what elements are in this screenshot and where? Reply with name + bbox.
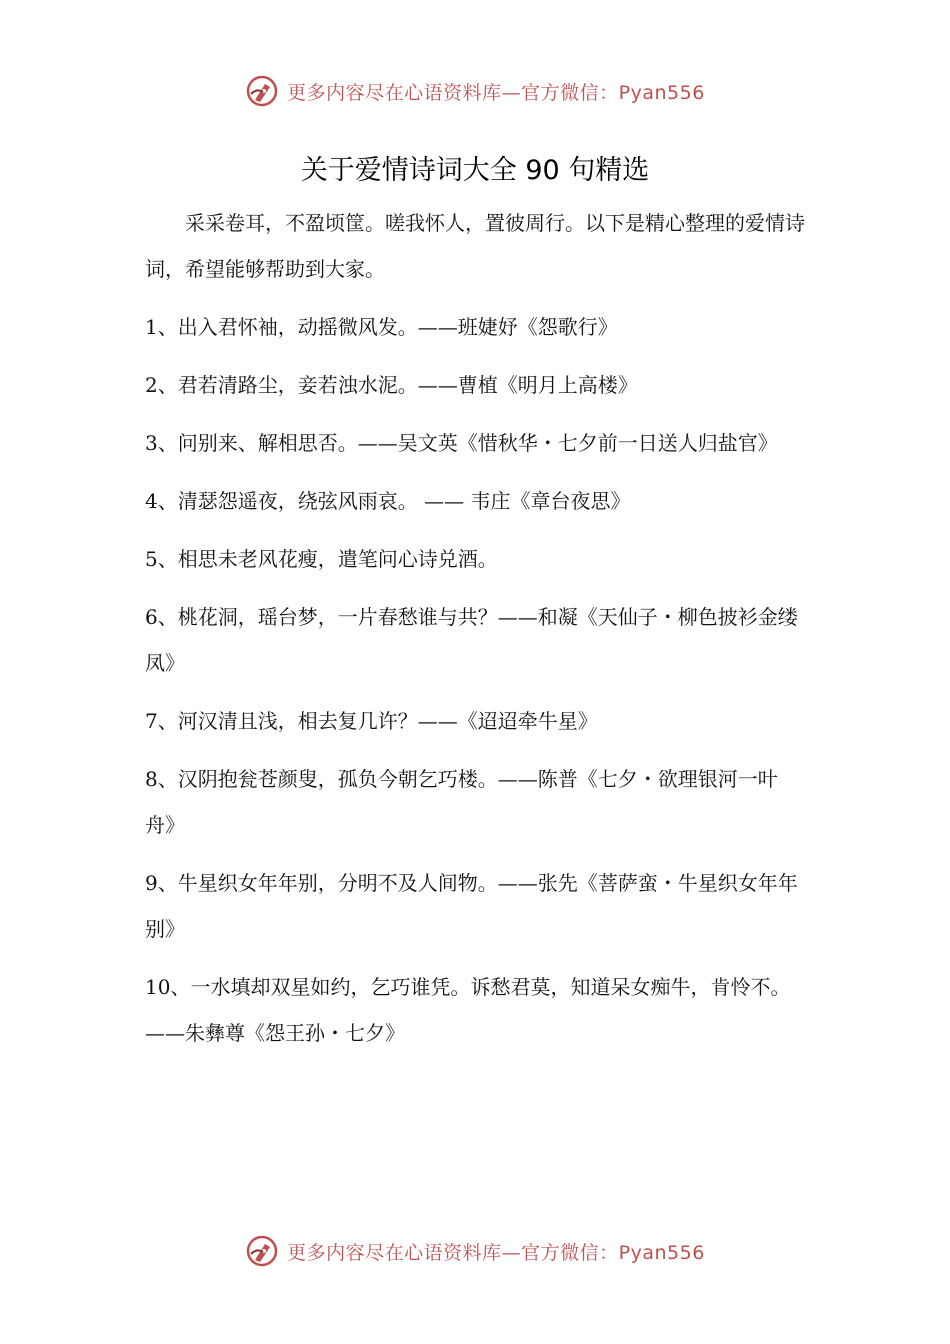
banner-text [287,78,705,105]
intro-paragraph: 采采卷耳，不盈顷筐。嗟我怀人，置彼周行。以下是精心整理的爱情诗词，希望能够帮助到大家。 [145,211,805,281]
poem-item: 10、一水填却双星如约，乞巧谁凭。诉愁君莫，知道呆女痴牛，肯怜不。——朱彝尊《怨王孙・七夕》 [145,975,791,1045]
poem-item: 7、河汉清且浅，相去复几许？——《迢迢牵牛星》 [145,709,598,733]
banner-main-text: 更多内容尽在心语资料库 [287,81,502,104]
banner-separator: — [501,1241,522,1264]
banner-wechat: 官方微信：Pyan556 [521,81,705,104]
header-banner [0,74,950,108]
poem-item: 1、出入君怀袖，动摇微风发。——班婕妤《怨歌行》 [145,315,618,339]
poem-item: 9、牛星织女年年别，分明不及人间物。——张先《菩萨蛮・牛星织女年年别》 [145,871,798,941]
banner-wechat: 官方微信：Pyan556 [521,1241,705,1264]
document-body [145,200,805,1068]
page-title: 关于爱情诗词大全 90 句精选 [300,155,650,186]
banner-text [287,1238,705,1265]
banner-main-text: 更多内容尽在心语资料库 [287,1241,502,1264]
banner-separator: — [501,81,522,104]
poem-item: 5、相思未老风花瘦，遣笔问心诗兑酒。 [145,547,498,571]
poem-item: 3、问别来、解相思否。——吴文英《惜秋华・七夕前一日送人归盐官》 [145,431,778,455]
pen-nib-logo-icon [245,74,279,108]
pen-nib-logo-icon [245,1234,279,1268]
poem-item: 8、汉阴抱瓮苍颜叟，孤负今朝乞巧楼。——陈普《七夕・欲理银河一叶舟》 [145,767,778,837]
poem-item: 6、桃花洞，瑶台梦，一片春愁谁与共？——和凝《天仙子・柳色披衫金缕凤》 [145,605,798,675]
poem-item: 4、清瑟怨遥夜，绕弦风雨哀。 —— 韦庄《章台夜思》 [145,489,631,513]
footer-banner [0,1234,950,1268]
poem-item: 2、君若清路尘，妾若浊水泥。——曹植《明月上高楼》 [145,373,638,397]
